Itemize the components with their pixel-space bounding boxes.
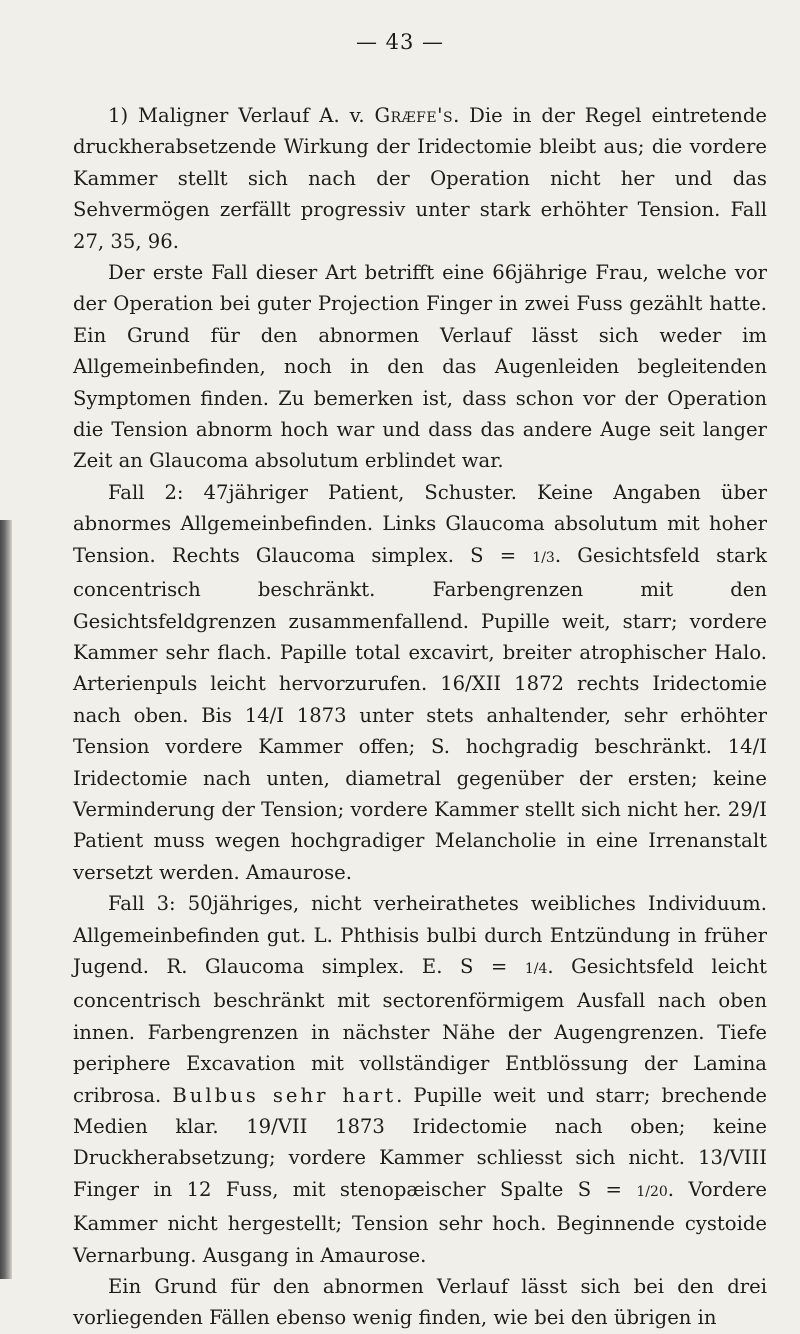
paragraph-case-2 <box>73 477 767 888</box>
text-run: Fall 3: 50jähriges, nicht verheirathetes weibliches Individuum. Allgemeinbefinden gut. L. Phthisis bulbi durch Entzündung in früher Jugend. R. Glaucoma simplex. E. S = <box>73 892 767 978</box>
text-run: Græfe's <box>374 104 454 127</box>
body-text <box>73 100 767 1334</box>
text-run: 1/3 <box>532 549 555 566</box>
text-run: . Gesichtsfeld stark concentrisch beschränkt. Farbengrenzen mit den Gesichtsfeldgrenzen zusammenfallend. Pupille weit, starr; vordere Kammer sehr flach. Papille total excavirt, breiter atrophischer Halo. Arterienpuls leicht hervorzurufen. 16/XII 1872 rechts Iridectomie nach oben. Bis 14/I 1873 unter stets anhaltender, sehr erhöhter Tension vordere Kammer offen; S. hochgradig beschränkt. 14/I Iridectomie nach unten, diametral gegenüber der ersten; keine Verminderung der Tension; vordere Kammer stellt sich nicht her. 29/I Patient muss wegen hochgradiger Melancholie in eine Irrenanstalt versetzt werden. Amaurose. <box>73 543 767 884</box>
text-run: . Pupille weit und starr; brechende Medien klar. 19/VII 1873 Iridectomie nach oben; keine Druckherabsetzung; vordere Kammer schliesst sich nicht. 13/VIII Finger in 12 Fuss, mit stenopæischer Spalte S = <box>73 1083 767 1201</box>
text-run: Bulbus sehr hart <box>172 1083 397 1107</box>
page-number: — 43 — <box>355 30 445 54</box>
paragraph-malignant-course <box>73 100 767 257</box>
text-run: . Die in der Regel eintretende druckherabsetzende Wirkung der Iridectomie bleibt aus; die vordere Kammer stellt sich nach der Operation nicht her und das Sehvermögen zerfällt progressiv unter stark erhöhter Tension. Fall 27, 35, 96. <box>73 104 767 253</box>
text-run: . Gesichtsfeld leicht concentrisch beschränkt mit sectorenförmigem Ausfall nach oben innen. Farbengrenzen in nächster Nähe der Augengrenzen. Tiefe periphere Excavation mit vollständiger Entblössung der Lamina cribrosa. <box>73 954 767 1107</box>
paragraph-case-3 <box>73 888 767 1271</box>
text-run: Der erste Fall dieser Art betrifft eine 66jährige Frau, welche vor der Operation bei guter Projection Finger in zwei Fuss gezählt hatte. Ein Grund für den abnormen Verlauf lässt sich weder im Allgemeinbefinden, noch in den das Augenleiden begleitenden Symptomen finden. Zu bemerken ist, dass schon vor der Operation die Tension abnorm hoch war und dass das andere Auge seit langer Zeit an Glaucoma absolutum erblindet war. <box>73 261 767 473</box>
text-run: 1/4 <box>524 960 548 977</box>
text-run: Ein Grund für den abnormen Verlauf lässt sich bei den drei vorliegenden Fällen ebenso wenig finden, wie bei den übrigen in <box>73 1275 767 1330</box>
paragraph-first-case <box>73 257 767 477</box>
text-run: 1) Maligner Verlauf A. v. <box>108 104 375 127</box>
book-binding-shadow <box>0 520 12 1279</box>
text-run: 1/20 <box>636 1183 668 1200</box>
text-run: . Vordere Kammer nicht hergestellt; Tension sehr hoch. Beginnende cystoide Vernarbung. Ausgang in Amaurose. <box>73 1177 767 1267</box>
paragraph-conclusion <box>73 1271 767 1334</box>
text-run: Fall 2: 47jähriger Patient, Schuster. Keine Angaben über abnormes Allgemeinbefinden. Links Glaucoma absolutum mit hoher Tension. Rechts Glaucoma simplex. S = <box>73 480 767 567</box>
